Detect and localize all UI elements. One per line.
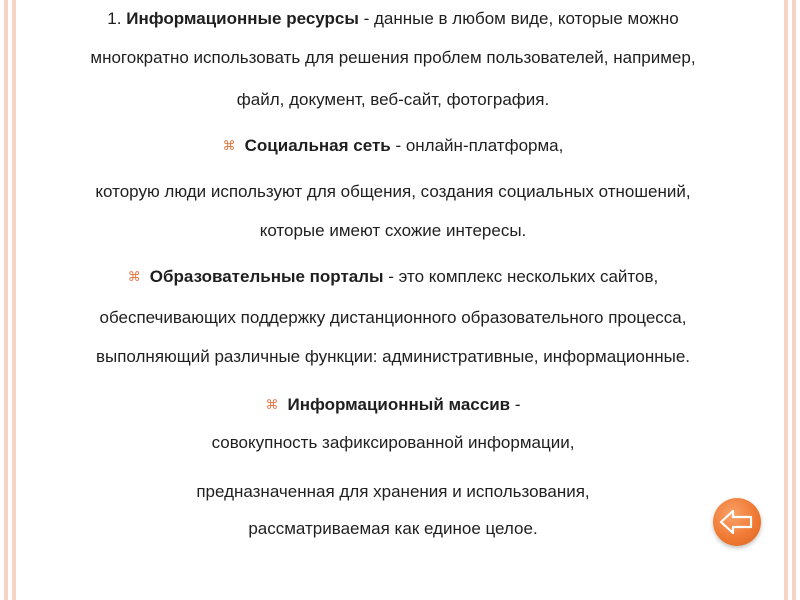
item-1-definition-start: - данные в любом виде, которые можно: [358, 9, 679, 28]
item-4-line-2: совокупность зафиксированной информации,: [211, 433, 575, 452]
item-1-line-3: файл, документ, веб-сайт, фотография.: [236, 90, 550, 109]
item-3-line-1: [8, 266, 778, 289]
item-1-term: Информационные ресурсы: [126, 9, 359, 28]
item-4-line-1: [8, 394, 778, 417]
ornamental-arrow-bullet-icon: ⌘: [265, 397, 279, 412]
item-3-definition-start: - это комплекс нескольких сайтов,: [383, 267, 659, 286]
border-stripe-right-outer: [792, 0, 796, 600]
border-stripe-right-inner: [784, 0, 788, 600]
item-3-line-3: выполняющий различные функции: административные, информационные.: [95, 347, 691, 366]
item-4-definition-start: -: [510, 395, 521, 414]
item-3-term: Образовательные порталы: [149, 267, 384, 286]
item-2-line-3: которые имеют схожие интересы.: [259, 221, 527, 240]
slide-content: [22, 0, 778, 600]
item-2-definition-start: - онлайн-платформа,: [390, 136, 564, 155]
item-1-line-1: [8, 8, 778, 30]
back-button[interactable]: [713, 498, 761, 546]
item-4-term: Информационный массив: [287, 395, 511, 414]
item-3-line-2: обеспечивающих поддержку дистанционного образовательного процесса,: [99, 308, 687, 327]
item-4-line-3: предназначенная для хранения и использования,: [196, 482, 590, 501]
item-2-term: Социальная сеть: [244, 136, 391, 155]
ornamental-arrow-bullet-icon: ⌘: [222, 138, 236, 153]
ornamental-arrow-bullet-icon: ⌘: [127, 269, 141, 284]
item-1-number: 1.: [107, 9, 122, 28]
item-2-line-1: [8, 135, 778, 158]
back-arrow-icon: [719, 506, 755, 538]
item-4-line-4: рассматриваемая как единое целое.: [248, 519, 538, 538]
item-1-line-2: многократно использовать для решения проблем пользователей, например,: [90, 48, 696, 67]
item-2-line-2: которую люди используют для общения, создания социальных отношений,: [95, 182, 691, 201]
